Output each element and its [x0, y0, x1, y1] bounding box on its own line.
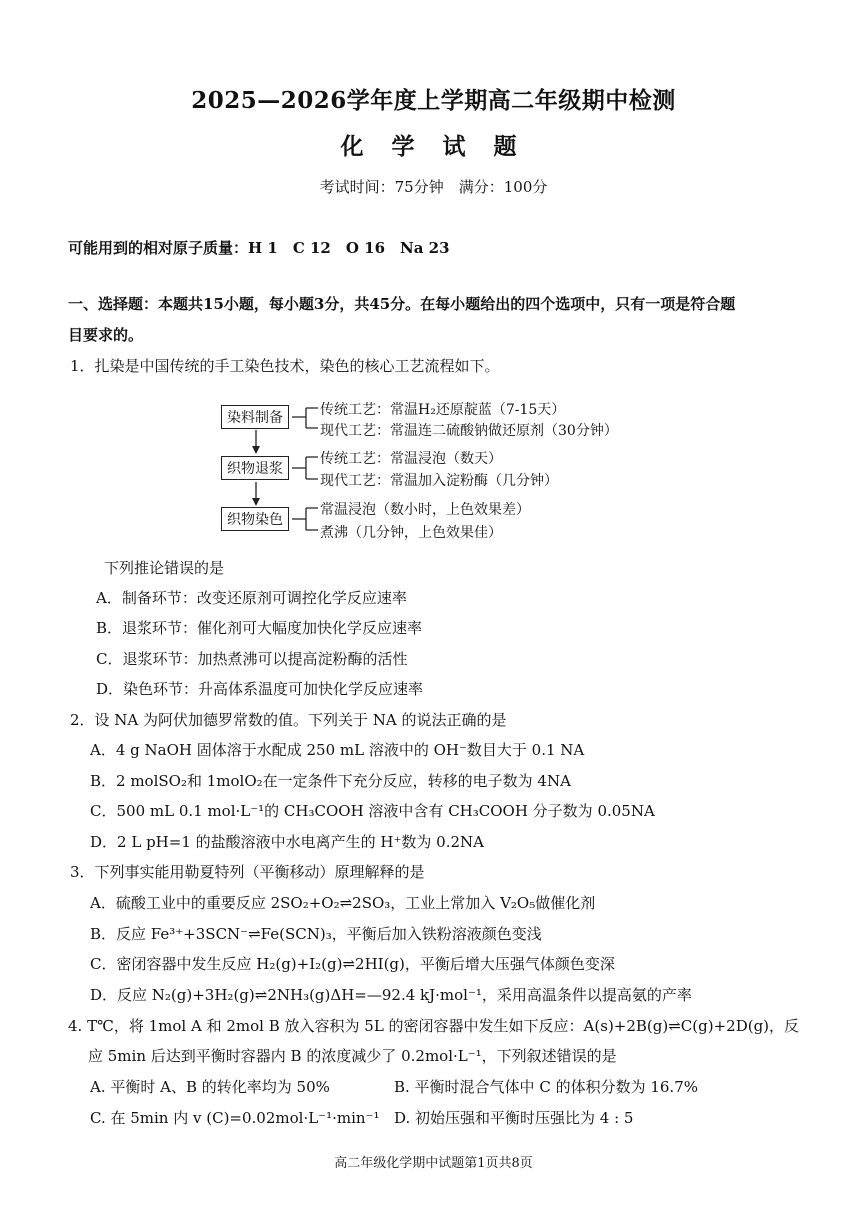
q2-option-d: D．2 L pH=1 的盐酸溶液中水电离产生的 H⁺数为 0.2NA [90, 833, 484, 851]
flow-step-dye-prep: 染料制备 [221, 405, 289, 429]
q2-option-b: B．2 molSO₂和 1molO₂在一定条件下充分反应，转移的电子数为 4NA [90, 772, 571, 790]
q1-option-c: C．退浆环节：加热煮沸可以提高淀粉酶的活性 [96, 650, 408, 668]
q2-option-a: A．4 g NaOH 固体溶于水配成 250 mL 溶液中的 OH⁻数目大于 0.1 NA [90, 741, 585, 759]
q4-stem-line1: 4. T℃，将 1mol A 和 2mol B 放入容积为 5L 的密闭容器中发生如下反应：A(s)+2B(g)⇌C(g)+2D(g)，反 [68, 1017, 800, 1035]
q4-option-a: A. 平衡时 A、B 的转化率均为 50% [90, 1078, 330, 1096]
section-heading-line1: 一、选择题：本题共15小题，每小题3分，共45分。在每小题给出的四个选项中，只有一项是符合题 [68, 295, 736, 313]
q2-option-c: C．500 mL 0.1 mol·L⁻¹的 CH₃COOH 溶液中含有 CH₃COOH 分子数为 0.05NA [90, 802, 655, 820]
q1-option-b: B．退浆环节：催化剂可大幅度加快化学反应速率 [96, 619, 423, 637]
flow-desize-traditional: 传统工艺：常温浸泡（数天） [320, 451, 502, 467]
flow-desize-modern: 现代工艺：常温加入淀粉酶（几分钟） [320, 473, 558, 489]
q3-option-b: B．反应 Fe³⁺+3SCN⁻⇌Fe(SCN)₃，平衡后加入铁粉溶液颜色变浅 [90, 925, 542, 943]
q2-stem: 2．设 NA 为阿伏加德罗常数的值。下列关于 NA 的说法正确的是 [70, 711, 507, 729]
q1-prompt: 下列推论错误的是 [104, 559, 225, 577]
q4-option-d: D. 初始压强和平衡时压强比为 4 : 5 [394, 1109, 634, 1127]
q1-option-a: A．制备环节：改变还原剂可调控化学反应速率 [96, 589, 407, 607]
atomic-masses: 可能用到的相对原子质量：H 1 C 12 O 16 Na 23 [68, 239, 450, 257]
flow-dyeing-soak: 常温浸泡（数小时，上色效果差） [320, 502, 530, 518]
exam-info: 考试时间：75分钟 满分：100分 [319, 178, 548, 196]
exam-title: 2025—2026学年度上学期高二年级期中检测 [191, 87, 676, 114]
q3-stem: 3．下列事实能用勒夏特列（平衡移动）原理解释的是 [70, 863, 425, 881]
q3-option-d: D．反应 N₂(g)+3H₂(g)⇌2NH₃(g)ΔH=—92.4 kJ·mol⁻¹，采用高温条件以提高氨的产率 [90, 986, 692, 1004]
page-footer: 高二年级化学期中试题第1页共8页 [334, 1156, 533, 1171]
q4-stem-line2: 应 5min 后达到平衡时容器内 B 的浓度减少了 0.2mol·L⁻¹，下列叙述错误的是 [88, 1047, 617, 1065]
q4-option-c: C. 在 5min 内 v (C)=0.02mol·L⁻¹·min⁻¹ [90, 1109, 380, 1127]
q3-option-c: C．密闭容器中发生反应 H₂(g)+I₂(g)⇌2HI(g)，平衡后增大压强气体颜色变深 [90, 955, 615, 973]
q1-option-d: D．染色环节：升高体系温度可加快化学反应速率 [96, 680, 424, 698]
q3-option-a: A．硫酸工业中的重要反应 2SO₂+O₂⇌2SO₃，工业上常加入 V₂O₅做催化剂 [90, 894, 596, 912]
flow-step-desizing: 织物退浆 [221, 456, 289, 480]
q1-stem: 1．扎染是中国传统的手工染色技术，染色的核心工艺流程如下。 [70, 357, 500, 375]
q4-option-b: B. 平衡时混合气体中 C 的体积分数为 16.7% [394, 1078, 698, 1096]
section-heading-line2: 目要求的。 [68, 326, 144, 344]
flow-dye-modern: 现代工艺：常温连二硫酸钠做还原剂（30分钟） [320, 423, 618, 439]
flow-step-dyeing: 织物染色 [221, 507, 289, 531]
flow-dyeing-boil: 煮沸（几分钟，上色效果佳） [320, 525, 502, 541]
flow-dye-traditional: 传统工艺：常温H₂还原靛蓝（7-15天） [320, 402, 566, 418]
subject-title: 化 学 试 题 [340, 133, 527, 160]
